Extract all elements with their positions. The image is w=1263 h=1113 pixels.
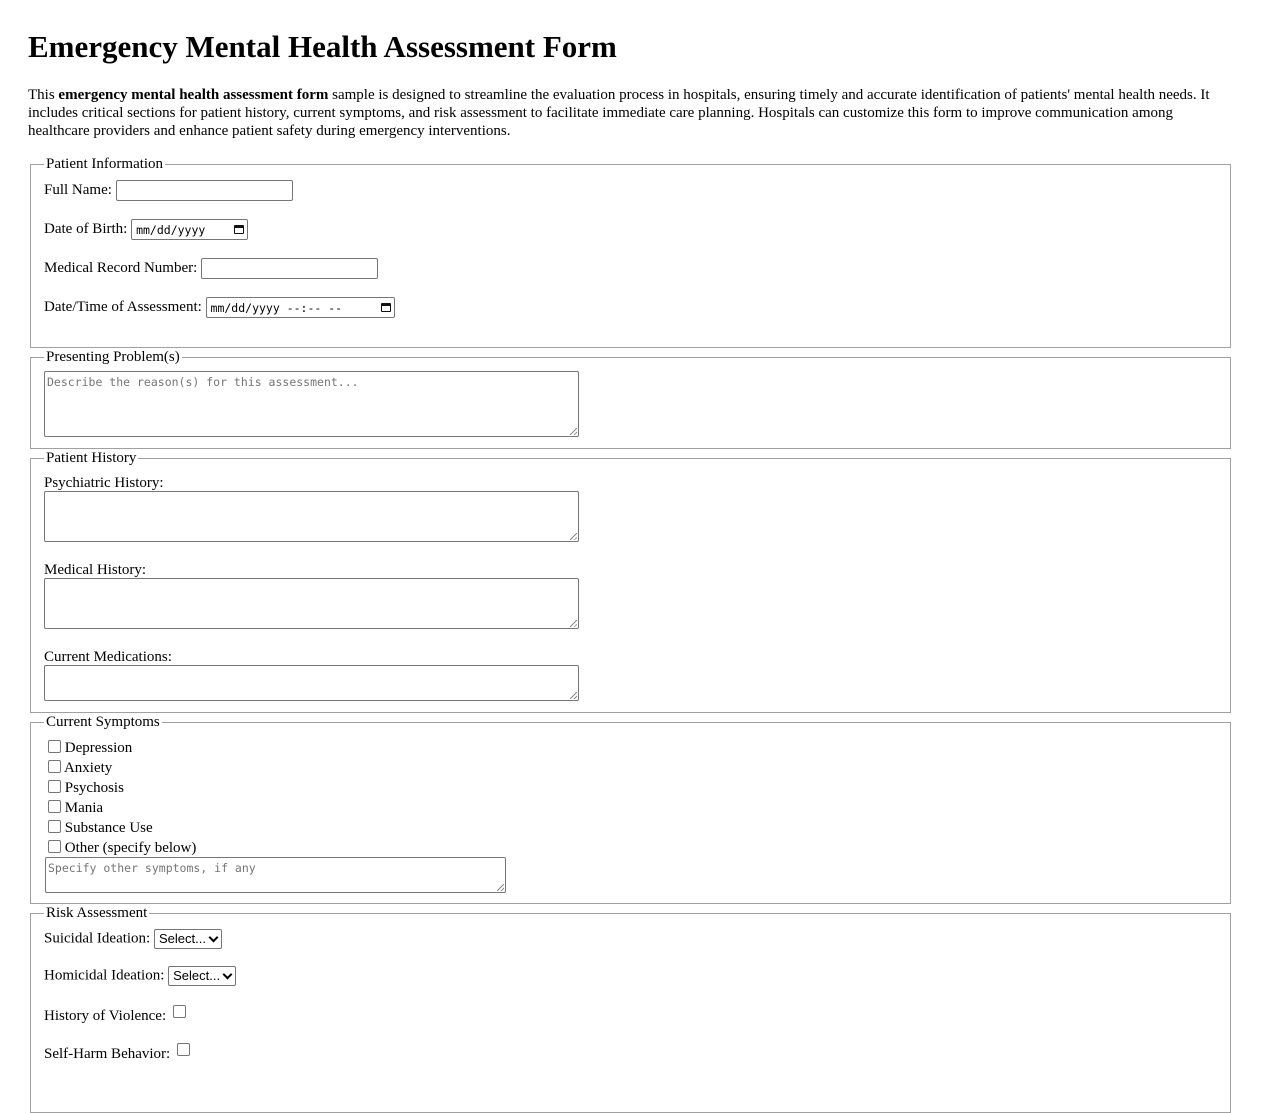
assessment-datetime-placeholder: mm/dd/yyyy --:-- --: [210, 300, 343, 315]
medical-history-textarea[interactable]: [44, 578, 579, 629]
patient-information-section: [30, 156, 1231, 348]
anxiety-label: Anxiety: [63, 760, 113, 776]
homicidal-ideation-value: Select...: [173, 968, 221, 983]
dob-date-input[interactable]: [131, 219, 248, 240]
patient-information-legend: Patient Information: [46, 156, 164, 172]
resize-handle-icon[interactable]: [570, 620, 577, 627]
mrn-label: Medical Record Number:: [44, 259, 198, 276]
psychiatric-history-textarea[interactable]: [44, 491, 579, 542]
calendar-icon[interactable]: [234, 225, 244, 234]
risk-assessment-legend: Risk Assessment: [46, 905, 148, 921]
presenting-problem-legend: Presenting Problem(s): [46, 349, 180, 365]
other-symptoms-placeholder: Specify other symptoms, if any: [48, 861, 256, 875]
fieldset-border: [31, 913, 1230, 914]
dob-label: Date of Birth:: [44, 220, 128, 237]
other-symptom-label: Other (specify below): [64, 840, 197, 856]
full-name-label: Full Name:: [44, 181, 112, 198]
page-title: Emergency Mental Health Assessment Form: [28, 29, 617, 64]
history-of-violence-row: [44, 1005, 186, 1025]
dob-row: [44, 219, 248, 240]
depression-label: Depression: [64, 740, 133, 756]
psychiatric-history-label: Psychiatric History:: [44, 475, 164, 491]
current-symptoms-legend: Current Symptoms: [46, 714, 160, 730]
fieldset-border: [31, 722, 1230, 723]
psychosis-checkbox[interactable]: [48, 780, 61, 793]
intro-text-start: This: [28, 87, 59, 103]
psychosis-label: Psychosis: [64, 780, 124, 796]
homicidal-ideation-row: [44, 966, 236, 986]
fieldset-border: [31, 357, 1230, 358]
presenting-problem-textarea[interactable]: [44, 371, 579, 437]
resize-handle-icon[interactable]: [570, 692, 577, 699]
homicidal-ideation-label: Homicidal Ideation:: [44, 967, 165, 984]
intro-paragraph: [28, 86, 1238, 140]
symptom-option[interactable]: [48, 839, 196, 857]
intro-text-bold: emergency mental health assessment form: [58, 87, 329, 103]
medical-history-label: Medical History:: [44, 562, 147, 578]
self-harm-row: [44, 1043, 190, 1063]
other-symptoms-textarea[interactable]: [45, 857, 506, 893]
history-of-violence-label: History of Violence:: [44, 1008, 167, 1024]
patient-history-legend: Patient History: [46, 450, 137, 466]
substance-use-label: Substance Use: [64, 820, 153, 836]
symptom-option[interactable]: [48, 799, 103, 817]
full-name-row: [44, 180, 293, 201]
chevron-down-icon: [223, 970, 233, 980]
homicidal-ideation-select[interactable]: [168, 966, 236, 986]
depression-checkbox[interactable]: [48, 740, 61, 753]
assessment-datetime-input[interactable]: [206, 297, 395, 318]
current-symptoms-section: [30, 714, 1231, 904]
other-symptom-checkbox[interactable]: [48, 840, 61, 853]
dob-placeholder: mm/dd/yyyy: [136, 222, 206, 237]
substance-use-checkbox[interactable]: [48, 820, 61, 833]
suicidal-ideation-value: Select...: [158, 931, 206, 946]
mania-checkbox[interactable]: [48, 800, 61, 813]
self-harm-label: Self-Harm Behavior:: [44, 1046, 171, 1062]
resize-handle-icon[interactable]: [570, 428, 577, 435]
self-harm-checkbox[interactable]: [177, 1043, 190, 1056]
presenting-problem-placeholder: Describe the reason(s) for this assessment...: [47, 375, 359, 389]
suicidal-ideation-label: Suicidal Ideation:: [44, 930, 151, 947]
history-of-violence-checkbox[interactable]: [173, 1005, 186, 1018]
fieldset-border: [31, 458, 1230, 459]
suicidal-ideation-row: [44, 929, 222, 949]
mrn-row: [44, 258, 378, 279]
symptom-option[interactable]: [48, 759, 112, 777]
suicidal-ideation-select[interactable]: [154, 929, 222, 949]
intro-text-rest: sample is designed to streamline the evaluation process in hospitals, ensuring timely and accurate identification of patients' mental health needs. It includes critical sections for patient history, current symptoms, and risk assessment to facilitate immediate care planning. Hospitals can customize this form to improve communication among healthcare providers and enhance patient safety during emergency interventions.: [28, 87, 1210, 139]
assessment-datetime-label: Date/Time of Assessment:: [44, 298, 202, 315]
calendar-icon[interactable]: [381, 303, 391, 312]
symptom-option[interactable]: [48, 779, 124, 797]
mania-label: Mania: [64, 800, 104, 816]
resize-handle-icon[interactable]: [570, 533, 577, 540]
current-medications-textarea[interactable]: [44, 665, 579, 701]
anxiety-checkbox[interactable]: [48, 760, 61, 773]
patient-history-section: [30, 450, 1231, 713]
assessment-datetime-row: [44, 297, 395, 318]
presenting-problem-section: [30, 349, 1231, 449]
current-medications-label: Current Medications:: [44, 649, 172, 665]
full-name-input[interactable]: [116, 180, 293, 201]
fieldset-border: [31, 164, 1230, 165]
risk-assessment-section: [30, 905, 1231, 1113]
symptom-option[interactable]: [48, 739, 132, 757]
symptom-option[interactable]: [48, 819, 153, 837]
mrn-input[interactable]: [201, 258, 378, 279]
resize-handle-icon[interactable]: [497, 884, 504, 891]
chevron-down-icon: [209, 933, 219, 943]
